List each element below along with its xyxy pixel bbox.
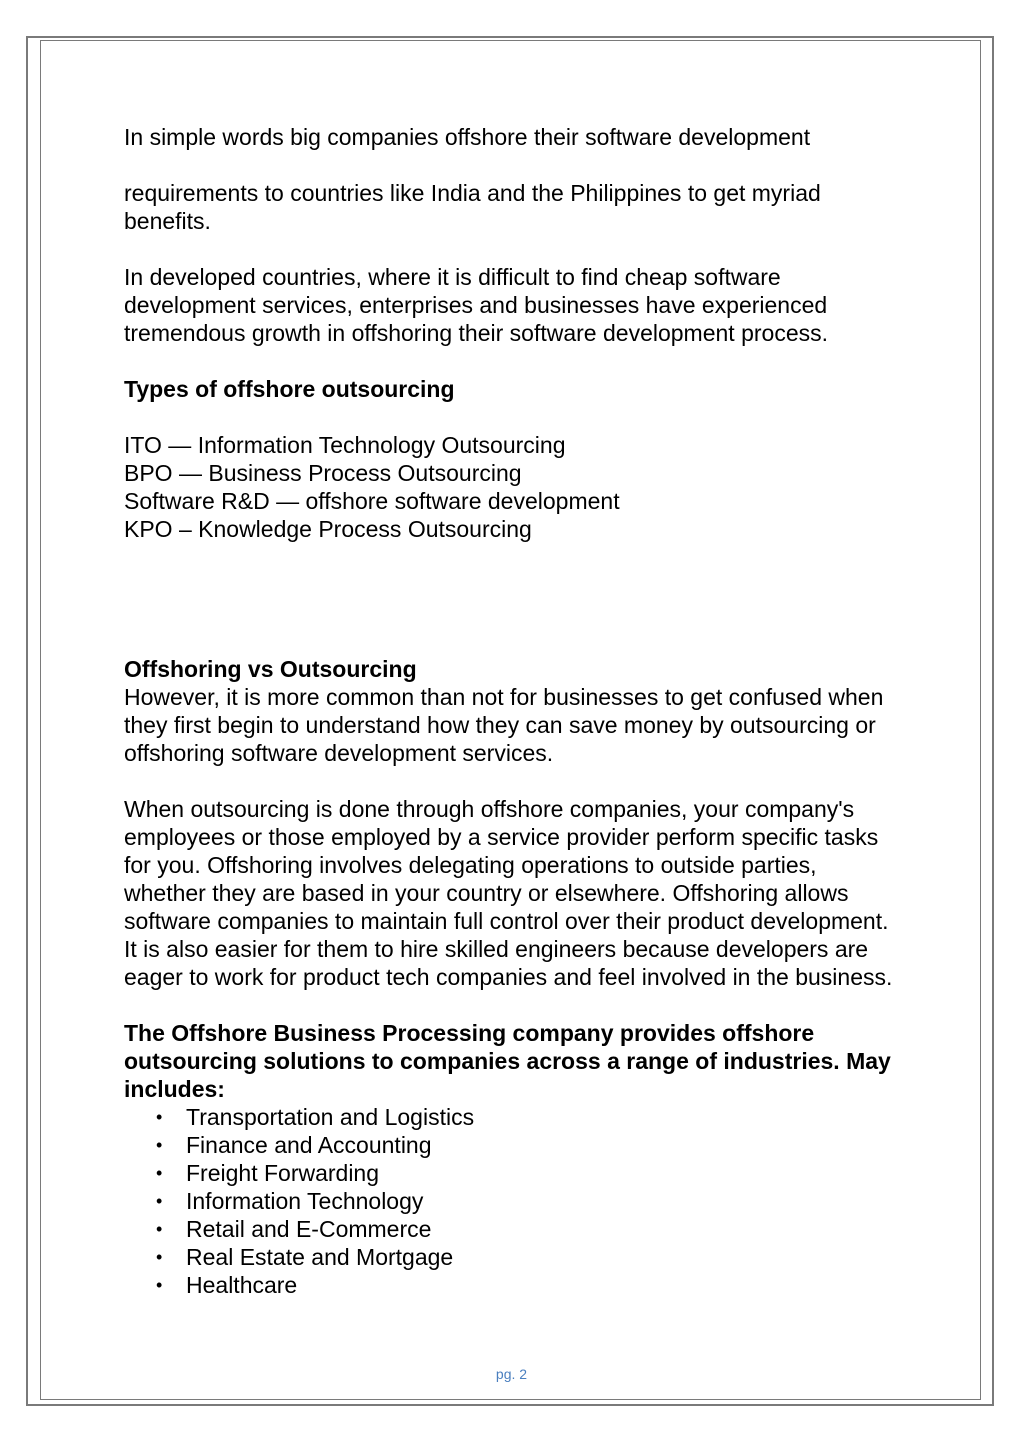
types-item: KPO – Knowledge Process Outsourcing — [124, 516, 532, 542]
types-item: BPO — Business Process Outsourcing — [124, 460, 522, 486]
offshoring-paragraph-2: When outsourcing is done through offshore companies, your company's employees or those employed by a service provider perform specific tasks for you. Offshoring involves delegating operations to outside parties, whether they are based in your country or elsewhere. Offshoring allows software companies to maintain full control over their product development. It is also easier for them to hire skilled engineers because developers are eager to work for product tech companies and feel involved in the business. — [124, 796, 893, 990]
intro-paragraph-3: In developed countries, where it is difficult to find cheap software development services, enterprises and businesses have experienced tremendous growth in offshoring their software development process. — [124, 264, 829, 346]
intro-paragraph-1: In simple words big companies offshore their software development — [124, 124, 811, 150]
industry-item: • Real Estate and Mortgage — [124, 1243, 904, 1271]
industry-item: • Freight Forwarding — [124, 1159, 904, 1187]
page-number: pg. 2 — [495, 1366, 528, 1382]
industry-item: • Healthcare — [124, 1271, 904, 1299]
types-heading: Types of offshore outsourcing — [124, 376, 455, 402]
types-item: ITO — Information Technology Outsourcing — [124, 432, 566, 458]
industry-item: • Finance and Accounting — [124, 1131, 904, 1159]
industry-item: • Transportation and Logistics — [124, 1103, 904, 1131]
industry-item: • Retail and E-Commerce — [124, 1215, 904, 1243]
industry-item: • Information Technology — [124, 1187, 904, 1215]
offshoring-paragraph-1: However, it is more common than not for businesses to get confused when they first begin to understand how they can save money by outsourcing or offshoring software development services. — [124, 684, 884, 766]
obp-heading: The Offshore Business Processing company provides offshore outsourcing solutions to companies across a range of industries. May includes: — [124, 1020, 891, 1102]
types-item: Software R&D — offshore software development — [124, 488, 620, 514]
industries-list — [124, 1103, 904, 1299]
document-body — [124, 123, 904, 1299]
offshoring-vs-outsourcing-heading: Offshoring vs Outsourcing — [124, 656, 417, 682]
intro-paragraph-2: requirements to countries like India and the Philippines to get myriad benefits. — [124, 180, 821, 234]
